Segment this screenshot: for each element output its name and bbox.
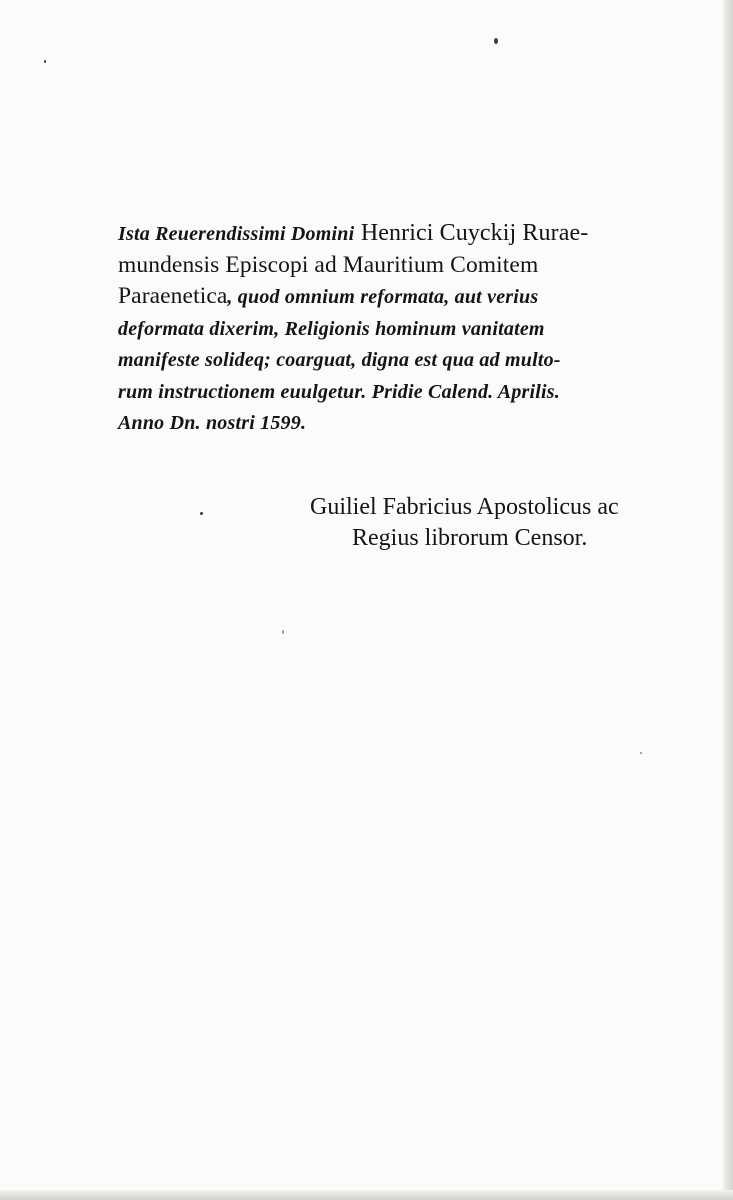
- page-edge-right: [723, 0, 733, 1200]
- approbation-text: [118, 218, 704, 439]
- approbation-line-3: [118, 281, 704, 313]
- page-edge-bottom: [0, 1190, 733, 1200]
- ink-speck: [44, 60, 46, 63]
- approbation-line-2-roman: mundensis Episcopi ad Mauritium Comitem: [118, 251, 539, 278]
- approbation-line-7: [118, 407, 704, 439]
- signature-line-1: Guiliel Fabricius Apostolicus ac: [310, 494, 619, 520]
- approbation-line-1-roman: Henrici Cuyckij Rurae-: [360, 220, 589, 246]
- ink-speck: [282, 630, 284, 634]
- approbation-line-7-italic: Anno Dn. nostri 1599.: [118, 412, 307, 434]
- approbation-line-1: [118, 218, 704, 250]
- ink-speck: [200, 512, 203, 515]
- signature-line-2: Regius librorum Censor.: [352, 525, 588, 551]
- approbation-line-6-italic: rum instructionem euulgetur. Pridie Calend. Aprilis.: [118, 380, 560, 403]
- approbation-line-5: [118, 344, 704, 376]
- approbation-line-6: [118, 376, 704, 408]
- approbation-line-5-italic: manifeste solideq; coarguat, digna est qua ad multo-: [118, 349, 561, 371]
- ink-speck: [640, 752, 642, 754]
- censor-signature: [310, 492, 720, 554]
- approbation-line-3-italic: , quod omnium reformata, aut verius: [227, 286, 539, 308]
- approbation-line-4: [118, 313, 704, 345]
- approbation-line-1-italic: Ista Reuerendissimi Domini: [118, 223, 355, 245]
- ink-speck: [494, 38, 498, 44]
- approbation-line-2: [118, 250, 704, 282]
- approbation-line-3-roman: Paraenetica: [118, 283, 228, 309]
- approbation-line-4-italic: deformata dixerim, Religionis hominum vanitatem: [118, 317, 545, 340]
